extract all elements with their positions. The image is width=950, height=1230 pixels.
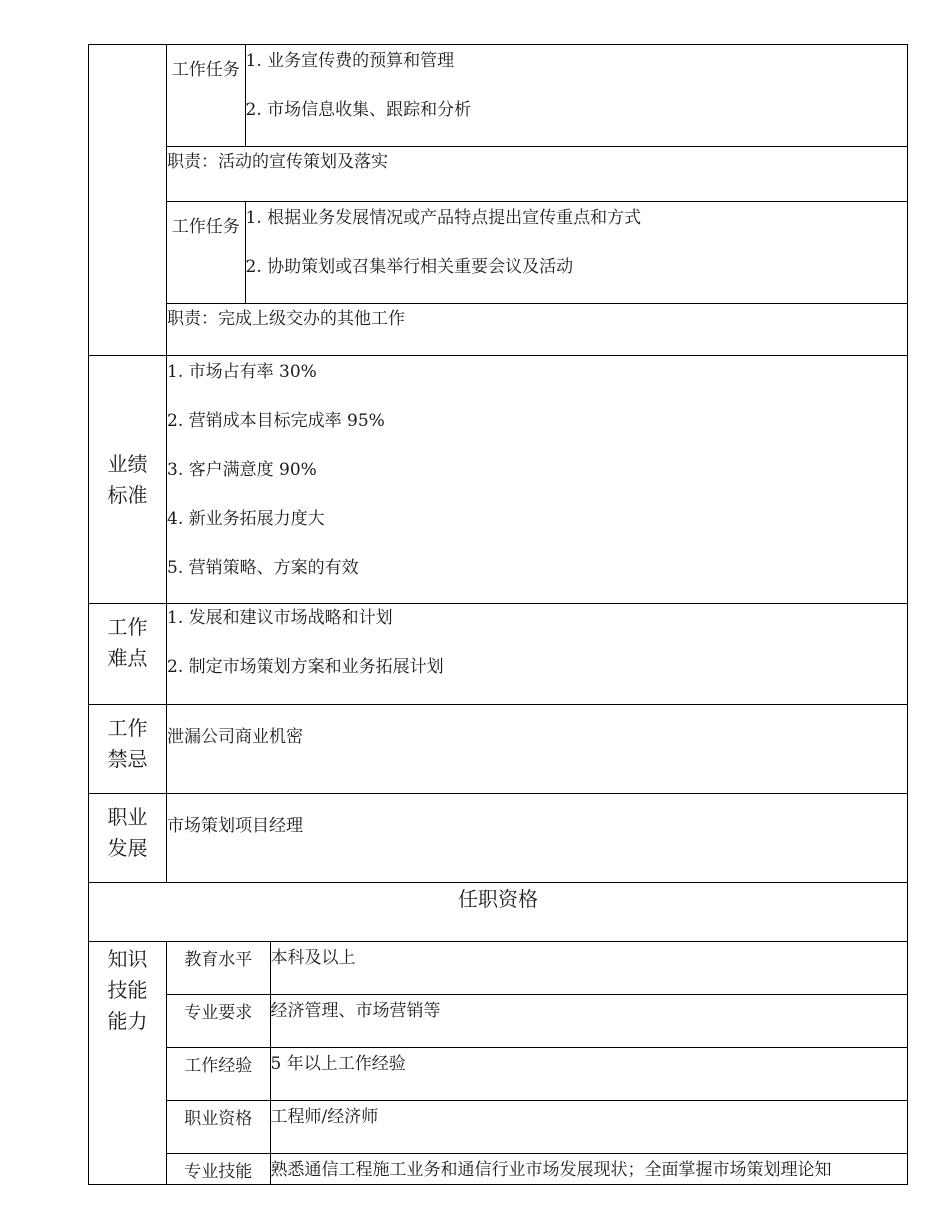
difficulties-section	[89, 604, 908, 705]
performance-item: 5. 营销策略、方案的有效	[167, 558, 359, 578]
job-description-table	[88, 44, 908, 1185]
qualifications-section	[89, 942, 908, 1185]
duties-left-cell	[89, 45, 167, 356]
responsibility-row-2	[167, 147, 908, 202]
task-label-1: 工作任务	[167, 45, 245, 147]
task-2-item-2: 2. 协助策划或召集举行相关重要会议及活动	[245, 257, 574, 277]
career-text: 市场策划项目经理	[167, 794, 908, 883]
performance-item: 4. 新业务拓展力度大	[167, 509, 325, 529]
taboos-label: 工作禁忌	[89, 705, 167, 794]
difficulties-label: 工作难点	[89, 604, 167, 705]
qualification-row	[167, 1154, 908, 1185]
qualification-row	[167, 942, 908, 995]
duties-inner-table	[167, 45, 908, 355]
taboos-text: 泄漏公司商业机密	[167, 705, 908, 794]
qualification-row	[167, 995, 908, 1048]
qualification-value: 5 年以上工作经验	[270, 1048, 908, 1101]
qualifications-title: 任职资格	[89, 883, 908, 942]
task-1-item-2: 2. 市场信息收集、跟踪和分析	[245, 100, 472, 120]
difficulty-item: 1. 发展和建议市场战略和计划	[167, 608, 393, 628]
difficulty-item: 2. 制定市场策划方案和业务拓展计划	[167, 657, 444, 677]
task-block-2	[167, 202, 908, 304]
qualification-value: 本科及以上	[270, 942, 908, 995]
taboos-section	[89, 705, 908, 794]
performance-label: 业绩标准	[89, 356, 167, 604]
career-section	[89, 794, 908, 883]
qualification-value: 熟悉通信工程施工业务和通信行业市场发展现状；全面掌握市场策划理论知	[270, 1160, 832, 1180]
task-2-item-1: 1. 根据业务发展情况或产品特点提出宣传重点和方式	[245, 208, 642, 228]
qualification-label: 专业要求	[167, 995, 270, 1048]
responsibility-row-3	[167, 304, 908, 356]
qualification-row	[167, 1048, 908, 1101]
career-label: 职业发展	[89, 794, 167, 883]
qualifications-title-row	[89, 883, 908, 942]
task-1-item-1: 1. 业务宣传费的预算和管理	[245, 51, 455, 71]
qualification-label: 职业资格	[167, 1101, 270, 1154]
qualification-label: 教育水平	[167, 942, 270, 995]
task-block-1	[167, 45, 908, 147]
qualification-label: 工作经验	[167, 1048, 270, 1101]
responsibility-2: 职责：活动的宣传策划及落实	[167, 147, 908, 202]
responsibility-3: 职责：完成上级交办的其他工作	[167, 309, 405, 329]
qualification-value: 工程师/经济师	[270, 1101, 908, 1154]
performance-item: 2. 营销成本目标完成率 95%	[167, 411, 385, 431]
performance-item: 3. 客户满意度 90%	[167, 460, 317, 480]
qualification-value: 经济管理、市场营销等	[270, 995, 908, 1048]
qualifications-inner-table	[167, 942, 908, 1184]
qualification-label: 专业技能	[167, 1154, 270, 1185]
duties-section	[89, 45, 908, 356]
qualifications-label: 知识技能能力	[89, 942, 167, 1185]
performance-item: 1. 市场占有率 30%	[167, 362, 317, 382]
qualification-row	[167, 1101, 908, 1154]
task-label-2: 工作任务	[167, 202, 245, 304]
performance-section	[89, 356, 908, 604]
